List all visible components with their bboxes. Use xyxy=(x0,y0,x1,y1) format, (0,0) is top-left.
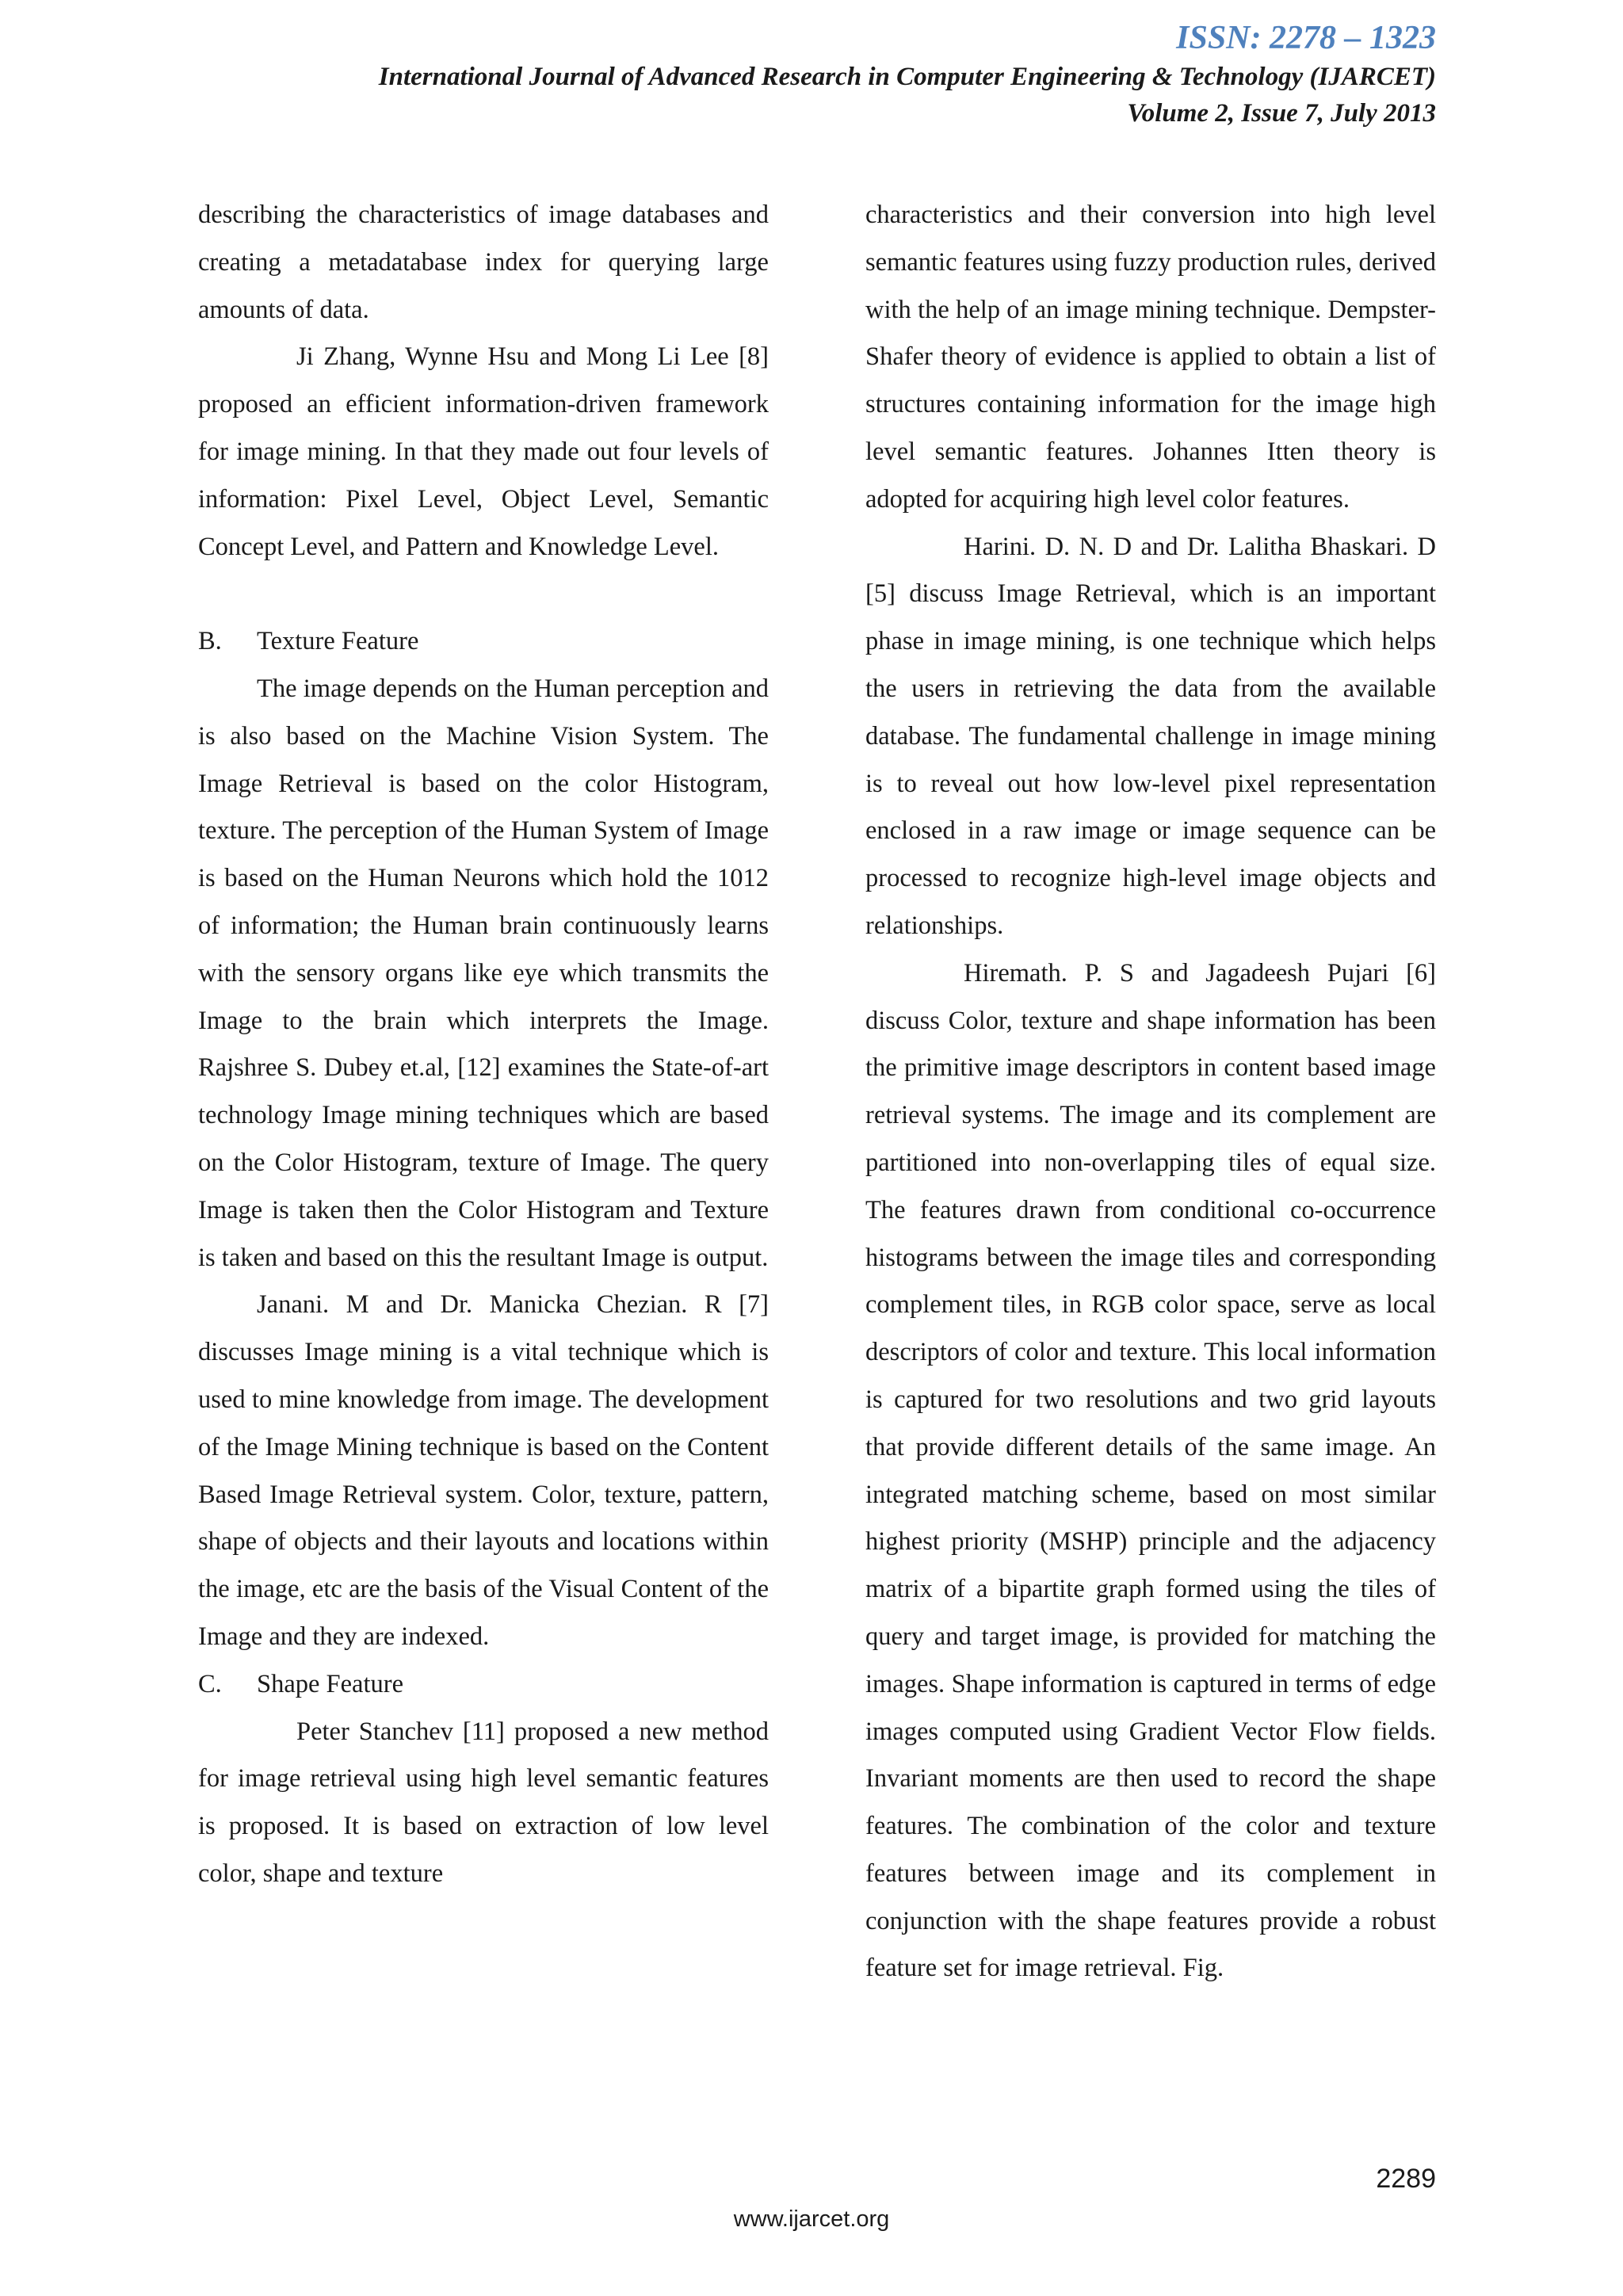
section-number: C. xyxy=(198,1669,222,1698)
paragraph-janani-chezian: Janani. M and Dr. Manicka Chezian. R [7] discusses Image mining is a vital technique which is used to mine knowledge from image. The development of the Image Mining technique is based on the Content Based Image Retrieval system. Color, texture, pattern, shape of objects and their layouts and locations within the image, etc are the basis of the Visual Content of the Image and they are indexed. xyxy=(198,1290,769,1651)
section-title: Shape Feature xyxy=(257,1669,404,1698)
journal-title: International Journal of Advanced Research in Computer Engineering & Technology (IJARCET) xyxy=(378,63,1436,91)
right-column xyxy=(865,192,1436,1992)
page-number: 2289 xyxy=(1376,2164,1436,2194)
paragraph-continued: characteristics and their conversion into high level semantic features using fuzzy production rules, derived with the help of an image mining technique. Dempster- Shafer theory of evidence is applied to obtain a list of structures containing information for the image high level semantic features. Johannes Itten theory is adopted for acquiring high level color features. xyxy=(865,201,1436,514)
paragraph-stanchev: Peter Stanchev [11] proposed a new method for image retrieval using high level semantic features is proposed. It is based on extraction of low level color, shape and texture xyxy=(198,1717,769,1888)
issn-label: ISSN: 2278 – 1323 xyxy=(1176,20,1436,56)
footer-url: www.ijarcet.org xyxy=(733,2206,890,2232)
paragraph-hiremath-pujari: Hiremath. P. S and Jagadeesh Pujari [6] discuss Color, texture and shape information has been the primitive image descriptors in content based image retrieval systems. The image and its complement are partitioned into non-overlapping tiles of equal size. The features drawn from conditional co-occurrence histograms between the image tiles and corresponding complement tiles, in RGB color space, serve as local descriptors of color and texture. This local information is captured for two resolutions and two grid layouts that provide different details of the same image. An integrated matching scheme, based on most similar highest priority (MSHP) principle and the adjacency matrix of a bipartite graph formed using the tiles of query and target image, is provided for matching the images. Shape information is captured in terms of edge images computed using Gradient Vector Flow fields. Invariant moments are then used to record the shape features. The combination of the color and texture features between image and its complement in conjunction with the shape features provide a robust feature set for image retrieval. Fig. xyxy=(865,958,1436,1983)
section-number: B. xyxy=(198,627,222,656)
section-heading-texture xyxy=(198,618,769,666)
volume-issue: Volume 2, Issue 7, July 2013 xyxy=(1127,99,1436,128)
paragraph-texture-feature: The image depends on the Human perception and is also based on the Machine Vision System. The Image Retrieval is based on the color Histogram, texture. The perception of the Human System of Image is based on the Human Neurons which hold the 1012 of information; the Human brain continuously learns with the sensory organs like eye which transmits the Image to the brain which interprets the Image. Rajshree S. Dubey et.al, [12] examines the State-of-art technology Image mining techniques which are based on the Color Histogram, texture of Image. The query Image is taken then the Color Histogram and Texture is taken and based on this the resultant Image is output. xyxy=(198,674,769,1272)
journal-header xyxy=(379,17,1436,132)
paragraph-harini-bhaskari: Harini. D. N. D and Dr. Lalitha Bhaskari. D [5] discuss Image Retrieval, which is an important phase in image mining, is one technique which helps the users in retrieving the data from the available database. The fundamental challenge in image mining is to reveal out how low-level pixel representation enclosed in a raw image or image sequence can be processed to recognize high-level image objects and relationships. xyxy=(865,532,1436,940)
section-heading-shape xyxy=(198,1661,769,1709)
paragraph-zhang-hsu-lee: Ji Zhang, Wynne Hsu and Mong Li Lee [8] proposed an efficient information-driven framework for image mining. In that they made out four levels of information: Pixel Level, Object Level, Semantic Concept Level, and Pattern and Knowledge Level. xyxy=(198,342,769,561)
paragraph-continued: describing the characteristics of image databases and creating a metadatabase index for querying large amounts of data. xyxy=(198,201,769,324)
left-column xyxy=(198,192,769,1898)
section-gap xyxy=(198,571,769,618)
section-title: Texture Feature xyxy=(257,627,419,656)
